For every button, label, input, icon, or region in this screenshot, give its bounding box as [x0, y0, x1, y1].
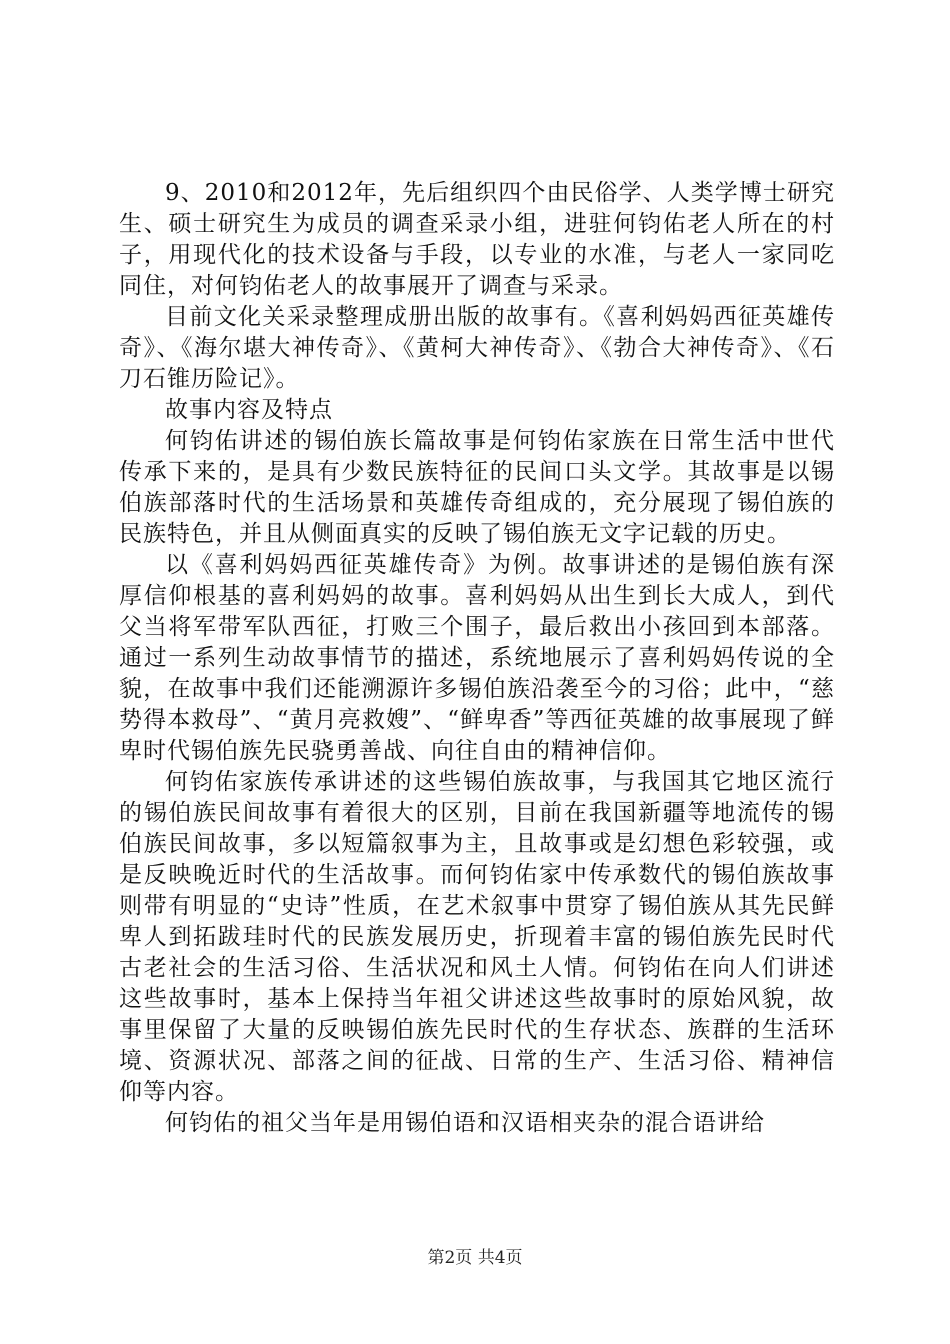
paragraph-survey: 9、2010和2012年，先后组织四个由民俗学、人类学博士研究生、硕士研究生为成员的调查采录小组，进驻何钧佑老人所在的村子，用现代化的技术设备与手段，以专业的水准，与老人一家同吃同住，对何钧佑老人的故事展开了调查与采录。 [119, 180, 835, 299]
paragraph-comparison: 何钧佑家族传承讲述的这些锡伯族故事，与我国其它地区流行的锡伯族民间故事有着很大的区别，目前在我国新疆等地流传的锡伯族民间故事，多以短篇叙事为主，且故事或是幻想色彩较强，或是反映晚近时代的生活故事。而何钧佑家中传承数代的锡伯族故事则带有明显的“史诗”性质，在艺术叙事中贯穿了锡伯族从其先民鲜卑人到拓跋珪时代的民族发展历史，折现着丰富的锡伯族先民时代古老社会的生活习俗、生活状况和风土人情。何钧佑在向人们讲述这些故事时，基本上保持当年祖父讲述这些故事时的原始风貌，故事里保留了大量的反映锡伯族先民时代的生存状态、族群的生活环境、资源状况、部落之间的征战、日常的生产、生活习俗、精神信仰等内容。 [119, 769, 835, 1105]
paragraph-xili-mama-example: 以《喜利妈妈西征英雄传奇》为例。故事讲述的是锡伯族有深厚信仰根基的喜利妈妈的故事。喜利妈妈从出生到长大成人，到代父当将军带军队西征，打败三个围子，最后救出小孩回到本部落。通过一系列生动故事情节的描述，系统地展示了喜利妈妈传说的全貌，在故事中我们还能溯源许多锡伯族沿袭至今的习俗；此中，“慈势得本救母”、“黄月亮救嫂”、“鲜卑香”等西征英雄的故事展现了鲜卑时代锡伯族先民骁勇善战、向往自由的精神信仰。 [119, 552, 835, 764]
page-number-footer: 第2页 共4页 [427, 1248, 523, 1268]
paragraph-story-overview: 何钧佑讲述的锡伯族长篇故事是何钧佑家族在日常生活中世代传承下来的，是具有少数民族特征的民间口头文学。其故事是以锡伯族部落时代的生活场景和英雄传奇组成的，充分展现了锡伯族的民族特色，并且从侧面真实的反映了锡伯族无文字记载的历史。 [119, 428, 835, 547]
document-body [119, 178, 835, 1139]
paragraph-published-stories: 目前文化关采录整理成册出版的故事有。《喜利妈妈西征英雄传奇》、《海尔堪大神传奇》、《黄柯大神传奇》、《勃合大神传奇》、《石刀石锥历险记》。 [119, 304, 835, 392]
paragraph-grandfather: 何钧佑的祖父当年是用锡伯语和汉语相夹杂的混合语讲给 [165, 1110, 765, 1136]
section-heading: 故事内容及特点 [165, 397, 333, 423]
